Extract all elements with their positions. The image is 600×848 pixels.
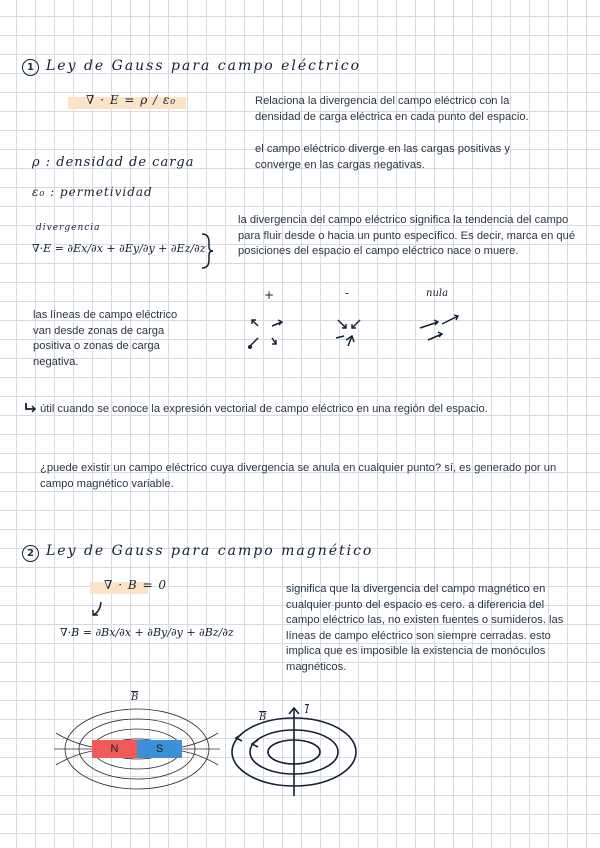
divergence-formula: ∇·E = ∂Ex/∂x + ∂Ey/∂y + ∂Ez/∂z xyxy=(32,242,206,255)
gauss-electric-formula: ∇ · E = ρ / ε₀ xyxy=(86,93,177,107)
section1-title: Ley de Gauss para campo eléctrico xyxy=(46,58,362,74)
sketch-label-negative: - xyxy=(345,286,350,300)
convergent-field-sketch xyxy=(330,314,370,354)
rho-definition: ρ : densidad de carga xyxy=(32,155,195,170)
magnet-north-pole xyxy=(92,740,137,758)
magnet-b-label: $\overline{B}$ xyxy=(131,692,139,703)
wire-b-label: $\overline{B}$ xyxy=(259,712,267,723)
current-label: $\overline{I}$ xyxy=(305,705,309,716)
bar-magnet-diagram xyxy=(54,703,220,795)
magnet-south-pole xyxy=(137,740,182,758)
section2-title: Ley de Gauss para campo magnético xyxy=(46,543,374,559)
section1-number: 1 xyxy=(27,62,34,73)
section2-number: 2 xyxy=(27,548,34,559)
diverge-note: el campo eléctrico diverge en las cargas positivas y converge en las cargas negativas. xyxy=(255,143,510,171)
useful-note: útil cuando se conoce la expresión vectorial de campo eléctrico en una región del espacio. xyxy=(40,403,488,415)
gauss-magnetic-formula: ∇ · B = 0 xyxy=(104,578,167,592)
divergence-label: divergencia xyxy=(36,223,101,233)
magnet-south-label: S xyxy=(155,743,164,755)
section1-number-badge xyxy=(22,59,39,76)
section1-description: Relaciona la divergencia del campo eléctrico con la densidad de carga eléctrica en cada punto del espacio. xyxy=(255,95,529,123)
section2-description: significa que la divergencia del campo magnético en cualquier punto del espacio es cero. a diferencia del campo eléctrico las, no existen fuentes o sumideros. las líneas de campo eléctrico son siempre cerradas. esto implica que es imposible la existencia de monóculos magnéticos. xyxy=(286,583,564,673)
section2-number-badge xyxy=(22,545,39,562)
magnetic-divergence-formula: ∇·B = ∂Bx/∂x + ∂By/∂y + ∂Bz/∂z xyxy=(60,626,234,639)
question-note: ¿puede existir un campo eléctrico cuya divergencia se anula en cualquier punto? sí, es generado por un campo magnético variable. xyxy=(40,462,557,490)
epsilon-definition: ε₀ : permetividad xyxy=(32,185,153,199)
divergent-field-sketch xyxy=(244,314,290,354)
divergence-meaning: la divergencia del campo eléctrico significa la tendencia del campo para fluir desde o hacia un punto específico. Es decir, marca en qué posiciones del espacio el campo eléctrico nace o muere. xyxy=(238,214,576,258)
sketch-label-positive: + xyxy=(264,288,275,302)
sketch-label-null: nula xyxy=(426,288,449,299)
hook-arrow-icon xyxy=(23,402,37,414)
field-lines-note: las líneas de campo eléctrico van desde zonas de carga positiva o zonas de carga negativa. xyxy=(33,309,178,368)
magnet-north-label: N xyxy=(110,743,119,755)
down-left-arrow-icon xyxy=(90,600,104,618)
curly-brace-icon xyxy=(200,232,214,270)
null-field-sketch xyxy=(416,312,464,346)
wire-circular-field-diagram xyxy=(228,704,356,798)
